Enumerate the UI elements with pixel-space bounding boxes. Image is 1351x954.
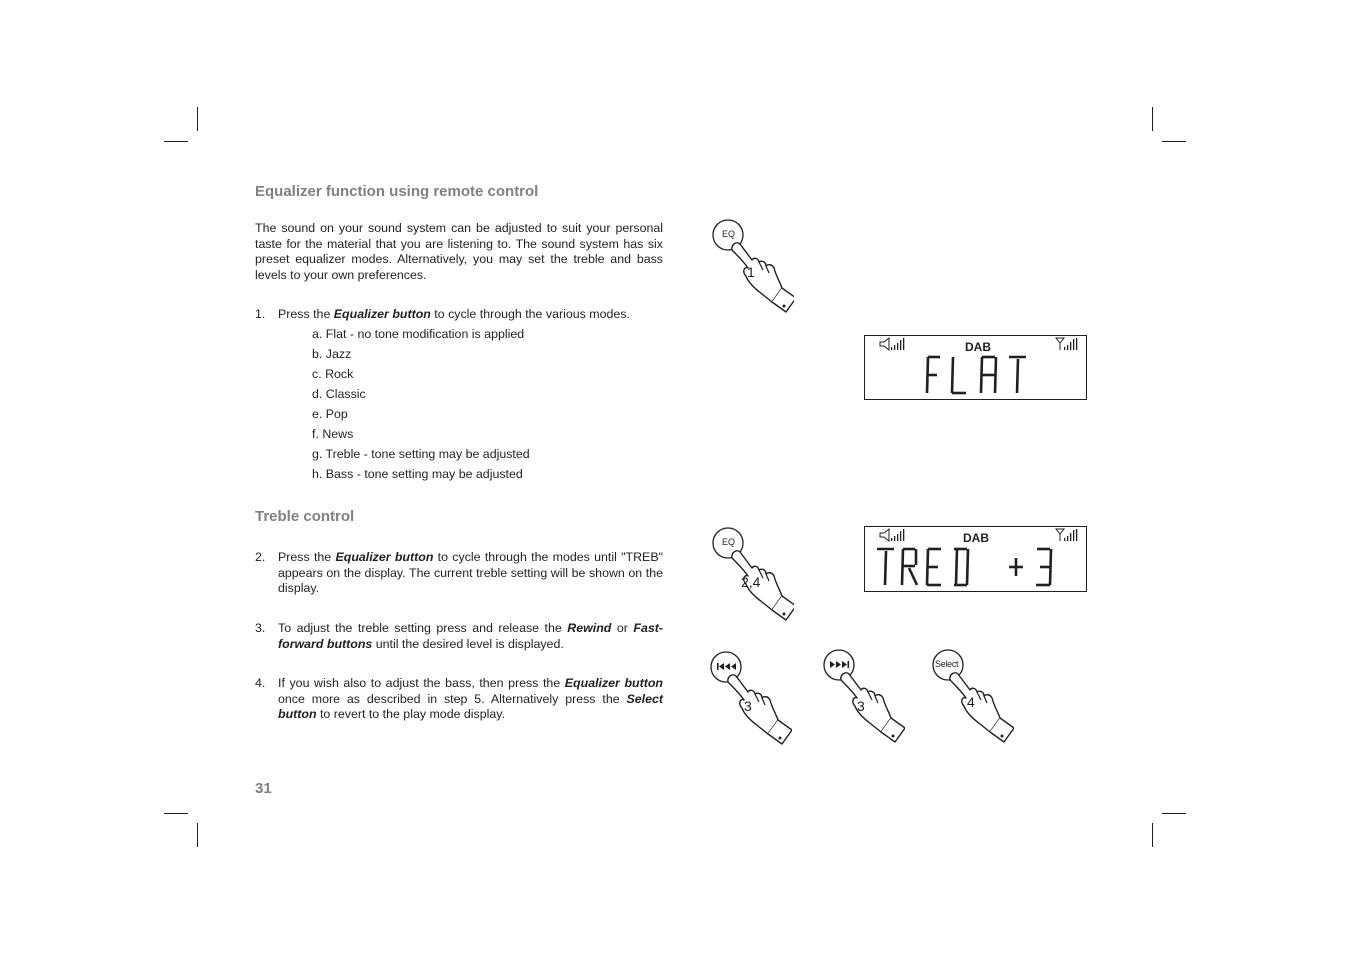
band-label: DAB [963,531,989,545]
equalizer-button-ref: Equalizer button [333,307,431,321]
crop-mark [1162,813,1186,814]
select-button-ref: Select button [278,691,663,721]
mode-item: a. Flat - no tone modification is applied [312,327,525,341]
crop-mark [1162,141,1186,142]
crop-mark [1152,107,1153,131]
signal-strength-icon [1056,338,1077,350]
equalizer-button-ref: Equalizer button [335,550,434,564]
step-number: 2. [255,550,266,564]
step-number: 3. [255,621,266,635]
step-number: 1. [255,307,266,321]
eq-button-figure-2 [710,526,794,622]
segment-text-treb [877,549,1051,585]
fast-forward-button-figure [821,648,905,744]
step-text-part: To adjust the treble setting press and release the [278,621,568,635]
crop-mark [197,107,198,131]
select-button-label: Select [935,659,959,669]
step-1 [255,307,663,323]
rewind-button-ref: Rewind [567,621,612,635]
step-text-part: Press the [278,550,336,564]
step-text-part: to cycle through the modes until "TREB" appears on the display. The current treble setting will be shown on the display. [278,550,663,595]
eq-button-figure-1 [710,218,794,314]
step-text-part: If you wish also to adjust the bass, then press the [278,676,565,690]
step-text-part: to cycle through the various modes. [430,307,630,321]
page-number: 31 [255,780,272,797]
eq-button-label: EQ [722,229,736,239]
intro-paragraph: The sound on your sound system can be adjusted to suit your personal taste for the material that you are listening to. The sound system has six preset equalizer modes. Alternatively, you may set the treble and bass levels to your own preferences. [255,221,663,282]
rewind-button-figure [708,650,792,746]
lcd-display-flat [864,335,1087,400]
mode-item: f. News [312,427,354,441]
crop-mark [197,823,198,847]
step-label: 1 [747,264,755,280]
select-button-figure [930,648,1014,744]
mode-item: c. Rock [312,367,354,381]
eq-button-label: EQ [722,537,736,547]
step-label: 3 [857,698,865,714]
band-label: DAB [965,340,991,354]
step-label: 2,4 [741,574,761,590]
step-2 [255,550,663,597]
signal-strength-icon [1056,529,1077,541]
mode-item: b. Jazz [312,347,352,361]
mode-item: d. Classic [312,387,366,401]
lcd-display-treb [864,526,1087,592]
step-text [278,550,663,597]
step-text-part: or [611,621,634,635]
step-text [278,307,663,323]
section-title-equalizer: Equalizer function using remote control [255,183,539,200]
segment-text-flat [927,357,1026,393]
step-label: 4 [967,694,975,710]
mode-item: e. Pop [312,407,348,421]
step-text-part: to revert to the play mode display. [316,707,506,721]
step-4 [255,676,663,723]
crop-mark [164,813,188,814]
equalizer-button-ref: Equalizer button [564,676,664,690]
step-text [278,676,663,723]
speaker-icon [880,338,904,350]
mode-item: h. Bass - tone setting may be adjusted [312,467,523,481]
step-3 [255,621,663,652]
mode-item: g. Treble - tone setting may be adjusted [312,447,530,461]
crop-mark [164,141,188,142]
step-text-part: once more as described in step 5. Alternatively press the [278,691,627,706]
fast-forward-button-ref: Fast-forward buttons [278,621,664,651]
section-title-treble: Treble control [255,508,355,525]
speaker-icon [880,529,904,541]
step-text [278,621,663,652]
step-text-part: until the desired level is displayed. [372,636,564,651]
step-label: 3 [744,698,752,714]
hand-press-icon [821,648,905,744]
step-text-part: Press the [278,307,334,321]
crop-mark [1152,823,1153,847]
step-number: 4. [255,676,266,690]
